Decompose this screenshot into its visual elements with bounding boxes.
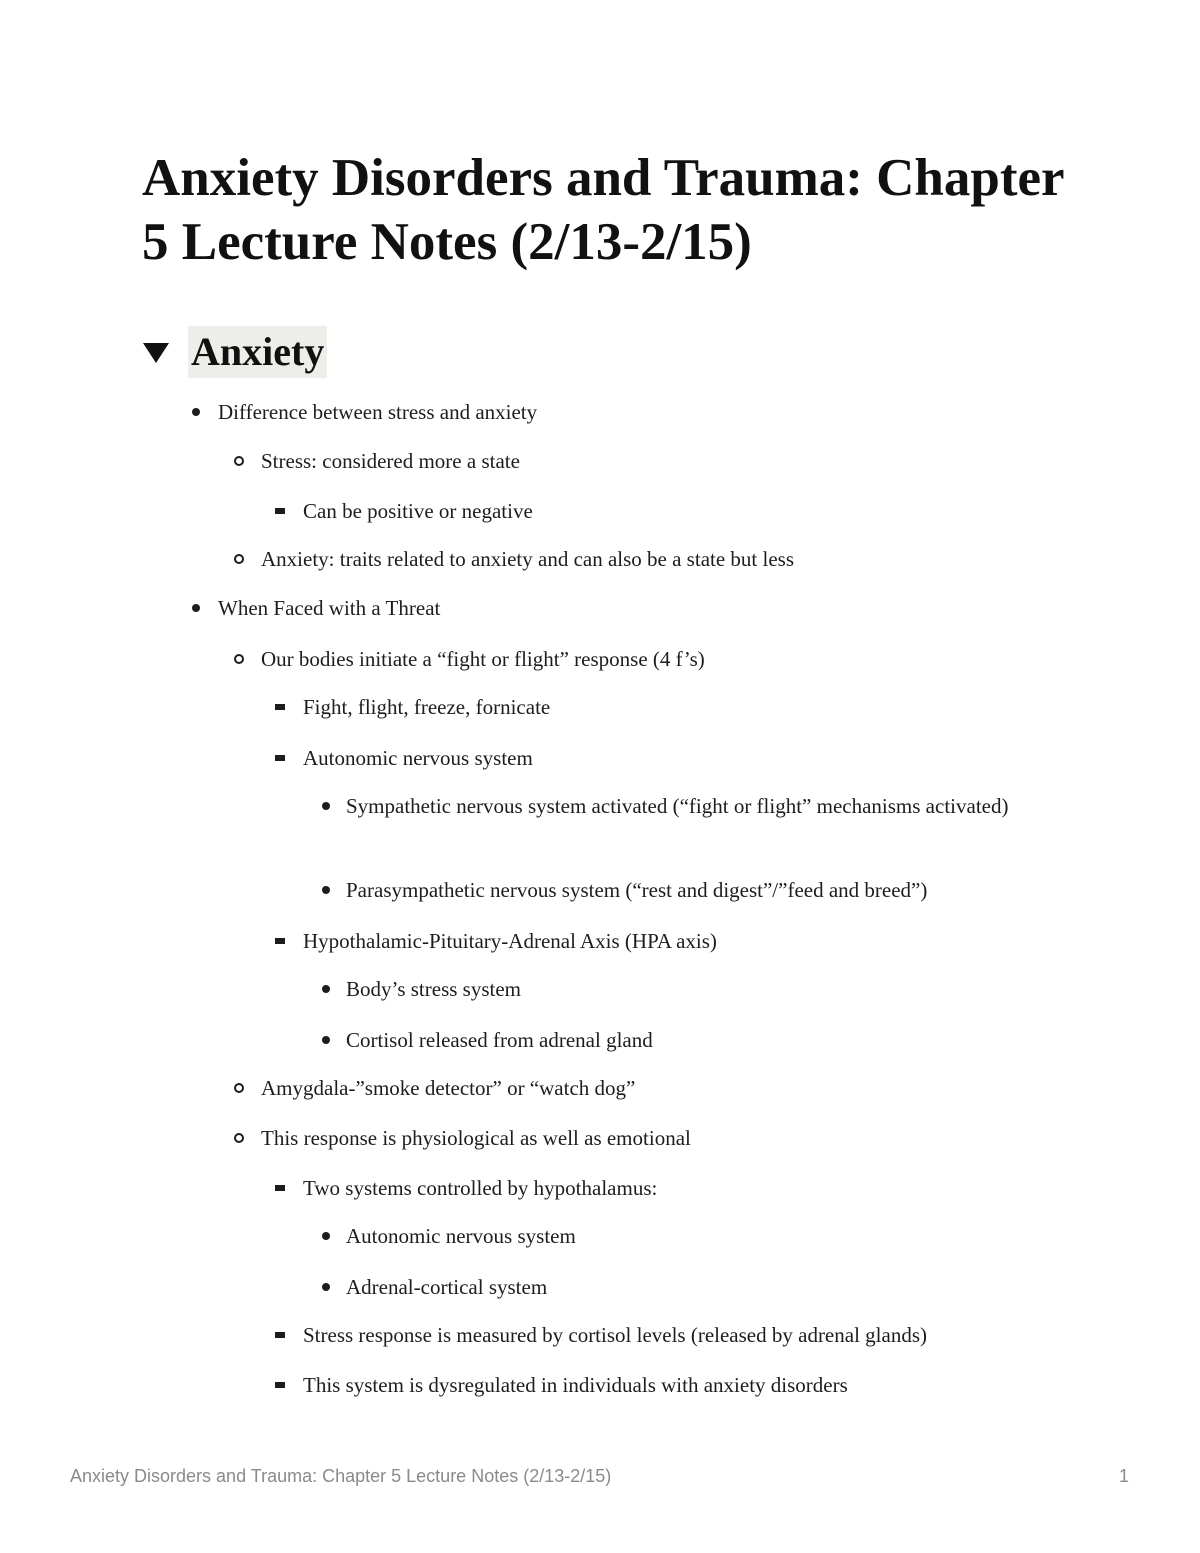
list-item: Two systems controlled by hypothalamus: <box>303 1171 657 1205</box>
filled-disc-icon <box>322 1232 330 1240</box>
hollow-circle-icon <box>234 1133 244 1143</box>
hollow-circle-icon <box>234 654 244 664</box>
filled-square-icon <box>275 508 285 514</box>
list-item: This system is dysregulated in individuals with anxiety disorders <box>303 1368 848 1402</box>
filled-square-icon <box>275 1382 285 1388</box>
list-item: Adrenal-cortical system <box>346 1270 547 1304</box>
page-title: Anxiety Disorders and Trauma: Chapter 5 Lecture Notes (2/13-2/15) <box>142 149 1064 271</box>
triangle-down-icon[interactable] <box>142 338 170 366</box>
filled-square-icon <box>275 1332 285 1338</box>
list-item: Stress response is measured by cortisol levels (released by adrenal glands) <box>303 1318 927 1352</box>
page-number: 1 <box>1118 1466 1129 1486</box>
list-item: This response is physiological as well as emotional <box>261 1121 691 1155</box>
list-item: Sympathetic nervous system activated (“fight or flight” mechanisms activated) <box>346 789 1026 823</box>
filled-disc-icon <box>322 1283 330 1291</box>
filled-disc-icon <box>322 985 330 993</box>
list-item: Anxiety: traits related to anxiety and can also be a state but less <box>261 542 794 576</box>
list-item: Stress: considered more a state <box>261 444 520 478</box>
filled-disc-icon <box>322 802 330 810</box>
toggle-heading-anxiety[interactable] <box>142 326 327 378</box>
list-item: Fight, flight, freeze, fornicate <box>303 690 550 724</box>
filled-square-icon <box>275 1185 285 1191</box>
filled-square-icon <box>275 704 285 710</box>
list-item: Amygdala-”smoke detector” or “watch dog” <box>261 1071 635 1105</box>
list-item: Cortisol released from adrenal gland <box>346 1023 653 1057</box>
filled-square-icon <box>275 938 285 944</box>
list-item: Our bodies initiate a “fight or flight” response (4 f’s) <box>261 642 705 676</box>
hollow-circle-icon <box>234 456 244 466</box>
filled-disc-icon <box>322 886 330 894</box>
list-item: Difference between stress and anxiety <box>218 395 537 429</box>
list-item: Body’s stress system <box>346 972 521 1006</box>
hollow-circle-icon <box>234 1083 244 1093</box>
list-item: Can be positive or negative <box>303 494 533 528</box>
hollow-circle-icon <box>234 554 244 564</box>
list-item: Parasympathetic nervous system (“rest and digest”/”feed and breed”) <box>346 873 927 907</box>
list-item: Autonomic nervous system <box>303 741 533 775</box>
filled-disc-icon <box>322 1036 330 1044</box>
list-item: Hypothalamic-Pituitary-Adrenal Axis (HPA axis) <box>303 924 717 958</box>
toggle-heading-label: Anxiety <box>188 326 327 378</box>
list-item: When Faced with a Threat <box>218 591 440 625</box>
list-item: Autonomic nervous system <box>346 1219 576 1253</box>
filled-square-icon <box>275 755 285 761</box>
footer-title: Anxiety Disorders and Trauma: Chapter 5 Lecture Notes (2/13-2/15) <box>70 1466 612 1486</box>
filled-disc-icon <box>192 604 200 612</box>
filled-disc-icon <box>192 408 200 416</box>
